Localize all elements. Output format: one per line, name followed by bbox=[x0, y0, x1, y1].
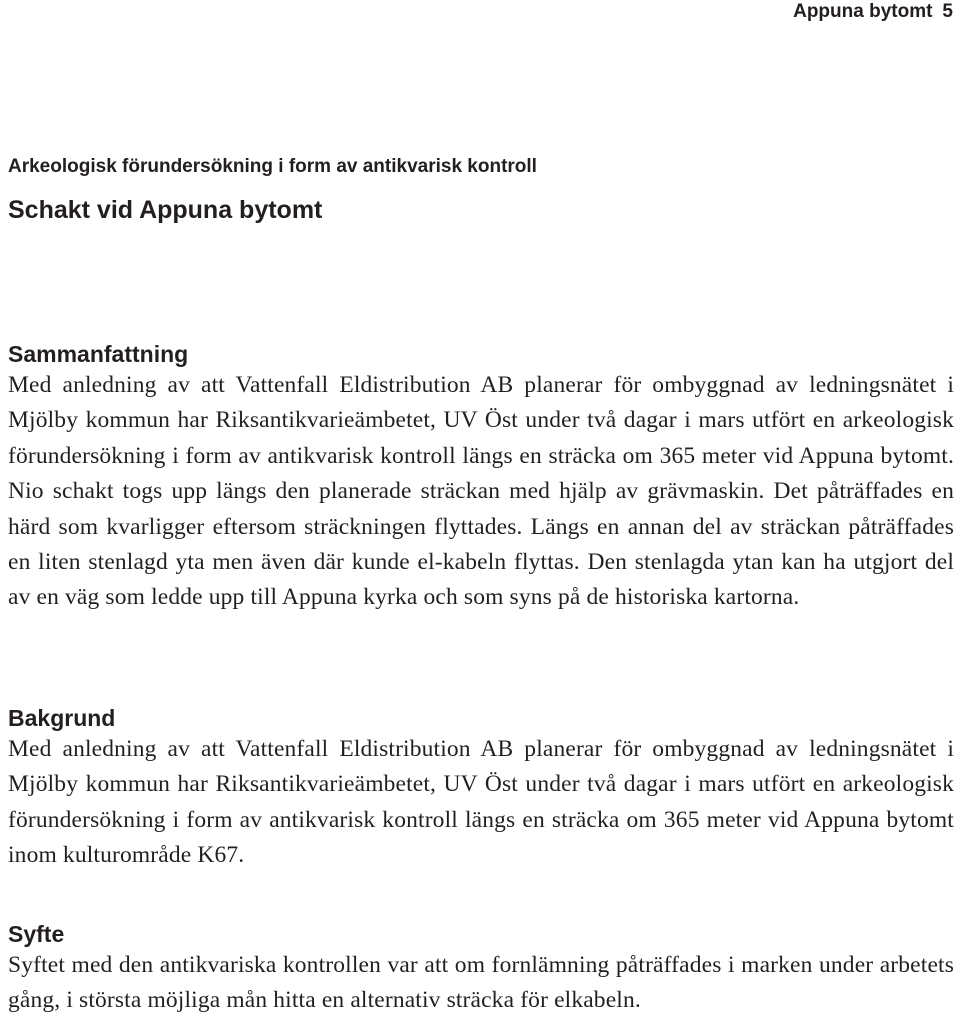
section-sammanfattning bbox=[8, 340, 954, 616]
section-body-syfte: Syftet med den antikvariska kontrollen var att om fornlämning påträffades i marken under arbetets gång, i största möjliga mån hitta en alternativ sträcka för elkabeln. bbox=[8, 952, 954, 1014]
section-heading-syfte: Syfte bbox=[8, 921, 65, 947]
section-body-sammanfattning: Med anledning av att Vattenfall Eldistribution AB planerar för ombyggnad av ledningsnätet i Mjölby kommun har Riksantikvarieämbetet, UV Öst under två dagar i mars utfört en arkeologisk förundersökning i form av antikvarisk kontroll längs en sträcka om 365 meter vid Appuna bytomt. Nio schakt togs upp längs den planerade sträckan med hjälp av grävmaskin. Det påträffades en härd som kvarligger eftersom sträckningen flyttades. Längs en annan del av sträckan påträffades en liten stenlagd yta men även där kunde el-kabeln flyttas. Den stenlagda ytan kan ha utgjort del av en väg som ledde upp till Appuna kyrka och som syns på de historiska kartorna. bbox=[8, 372, 954, 611]
section-syfte bbox=[8, 920, 954, 1019]
running-header bbox=[793, 1, 953, 23]
section-body-bakgrund: Med anledning av att Vattenfall Eldistribution AB planerar för ombyggnad av ledningsnätet i Mjölby kommun har Riksantikvarieämbetet, UV Öst under två dagar i mars utfört en arkeologisk förundersökning i form av antikvarisk kontroll längs en sträcka om 365 meter vid Appuna bytomt inom kulturområde K67. bbox=[8, 736, 954, 869]
section-heading-bakgrund: Bakgrund bbox=[8, 705, 116, 731]
section-bakgrund bbox=[8, 704, 954, 874]
page-number: 5 bbox=[942, 1, 953, 22]
running-title: Appuna bytomt bbox=[793, 1, 933, 22]
section-heading-sammanfattning: Sammanfattning bbox=[8, 341, 189, 367]
document-subtitle: Arkeologisk förundersökning i form av antikvarisk kontroll bbox=[8, 156, 537, 177]
document-title: Schakt vid Appuna bytomt bbox=[8, 196, 323, 224]
